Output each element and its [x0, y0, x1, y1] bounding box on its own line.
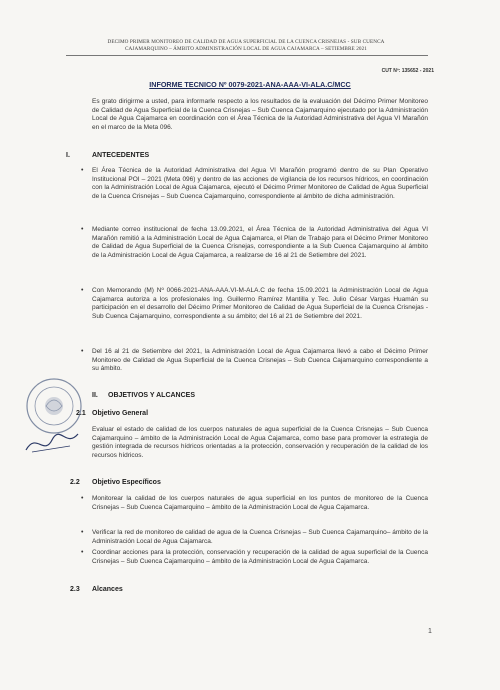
- objetivo-especifico-2: • Verificar la red de monitoreo de calidad de agua de la Cuenca Crisnejas – Sub Cuenca Cajamarquino– ámbito de la Administración Local de Agua Cajamarca.: [92, 529, 428, 546]
- antecedente-item-1: • El Área Técnica de la Autoridad Administrativa del Agua VI Marañón programó dentro de su Plan Operativo Institucional POI – 2021 (Meta 096) y dentro de las acciones de vigilancia de los recursos hídricos, en coordinación con la Administración Local de Agua Cajamarca, ejecutó el Décimo Primer Monitoreo de Calidad de Agua Superficial de la Cuenca Crisnejas – Sub Cuenca Cajamarquino, correspondiente al ámbito de dicha administración.: [92, 167, 428, 201]
- subsection-2-1-number: 2.1: [76, 410, 86, 417]
- antecedente-item-2: • Mediante correo institucional de fecha 13.09.2021, el Área Técnica de la Autoridad Administrativa del Agua VI Marañón remitió a la Administración Local de Agua Cajamarca, el Plan de Trabajo para el Décimo Primer Monitoreo de Calidad de Agua Superficial de la Cuenca Crisnejas, correspondiente a la Sub Cuenca Cajamarquino al ámbito de la Administración Local de Agua Cajamarca, a realizarse de 16 al 21 de Setiembre del 2021.: [92, 226, 428, 260]
- section-2-number: II.: [92, 392, 98, 399]
- section-1-number: I.: [66, 152, 70, 159]
- header-line-1: DECIMO PRIMER MONITOREO DE CALIDAD DE AGUA SUPERFICIAL DE LA CUENCA CRISNEJAS - SUB CUENCA: [107, 39, 385, 45]
- header-rule: [66, 55, 428, 56]
- page-number: 1: [428, 628, 432, 635]
- antecedente-item-3: • Con Memorando (M) Nº 0066-2021-ANA-AAA.VI-M-ALA.C de fecha 15.09.2021 la Administración Local de Agua Cajamarca autoriza a los profesionales Ing. Guillermo Ramírez Mantilla y Tec. Julio César Vargas Huamán su participación en el desarrollo del Décimo Primer Monitoreo de Calidad de Agua Superficial de la Cuenca Crisnejas - Sub Cuenca Cajamarquino, correspondiente a su ámbito; del 16 al 21 de Setiembre del 2021.: [92, 287, 428, 321]
- subsection-2-2-title: Objetivo Específicos: [92, 479, 161, 486]
- antecedente-item-4: • Del 16 al 21 de Setiembre del 2021, la Administración Local de Agua Cajamarca llevó a cabo el Décimo Primer Monitoreo de Calidad de Agua Superficial de la Cuenca Crisnejas – Sub Cuenca Cajamarquino correspondiente a su ámbito.: [92, 348, 428, 374]
- objetivo-general-text: Evaluar el estado de calidad de los cuerpos naturales de agua superficial de la Cuenca Crisnejas – Sub Cuenca Cajamarquino – ámbito de la Administración Local de Agua Cajamarca, como base para promover la estrategia de gestión integrada de recursos hídricos orientadas a la protección, conservación y recuperación de la calidad de los recursos hídricos.: [92, 426, 428, 459]
- section-1-title: ANTECEDENTES: [92, 152, 150, 159]
- subsection-2-2-number: 2.2: [70, 479, 80, 486]
- running-header: [66, 39, 426, 53]
- intro-paragraph: Es grato dirigirme a usted, para informarle respecto a los resultados de la evaluación del Décimo Primer Monitoreo de Calidad de Agua Superficial de la Cuenca Crisnejas – Sub Cuenca Cajamarquino ejecutado por la Administración Local de Agua Cajamarca en coordinación con el Área Técnica de la Autoridad Administrativa del Agua VI Marañón en el marco de la Meta 096.: [92, 98, 428, 131]
- objetivo-especifico-3: • Coordinar acciones para la protección, conservación y recuperación de la calidad de agua superficial de la Cuenca Crisnejas – Sub Cuenca Cajamarquino – ámbito de la Administración Local de Agua Cajamarca.: [92, 549, 428, 566]
- handwritten-signature: [22, 428, 82, 458]
- subsection-2-3-number: 2.3: [70, 586, 80, 593]
- subsection-2-3-title: Alcances: [92, 586, 123, 593]
- institutional-seal: [24, 376, 84, 436]
- objetivo-especifico-1: • Monitorear la calidad de los cuerpos naturales de agua superficial en los puntos de monitoreo de la Cuenca Crisnejas – Sub Cuenca Cajamarquino – ámbito de la Administración Local de Agua Cajamarca.: [92, 495, 428, 512]
- subsection-2-1-title: Objetivo General: [92, 410, 149, 417]
- report-title: INFORME TECNICO Nº 0079-2021-ANA-AAA-VI-ALA.C/MCC: [149, 80, 351, 89]
- cut-number: CUT Nº: 135652 - 2021: [381, 68, 434, 74]
- section-2-title: OBJETIVOS Y ALCANCES: [108, 392, 196, 399]
- header-line-2: CAJAMARQUINO – ÁMBITO ADMINISTRACIÓN LOCAL DE AGUA CAJAMARCA – SETIEMBRE 2021: [124, 46, 367, 52]
